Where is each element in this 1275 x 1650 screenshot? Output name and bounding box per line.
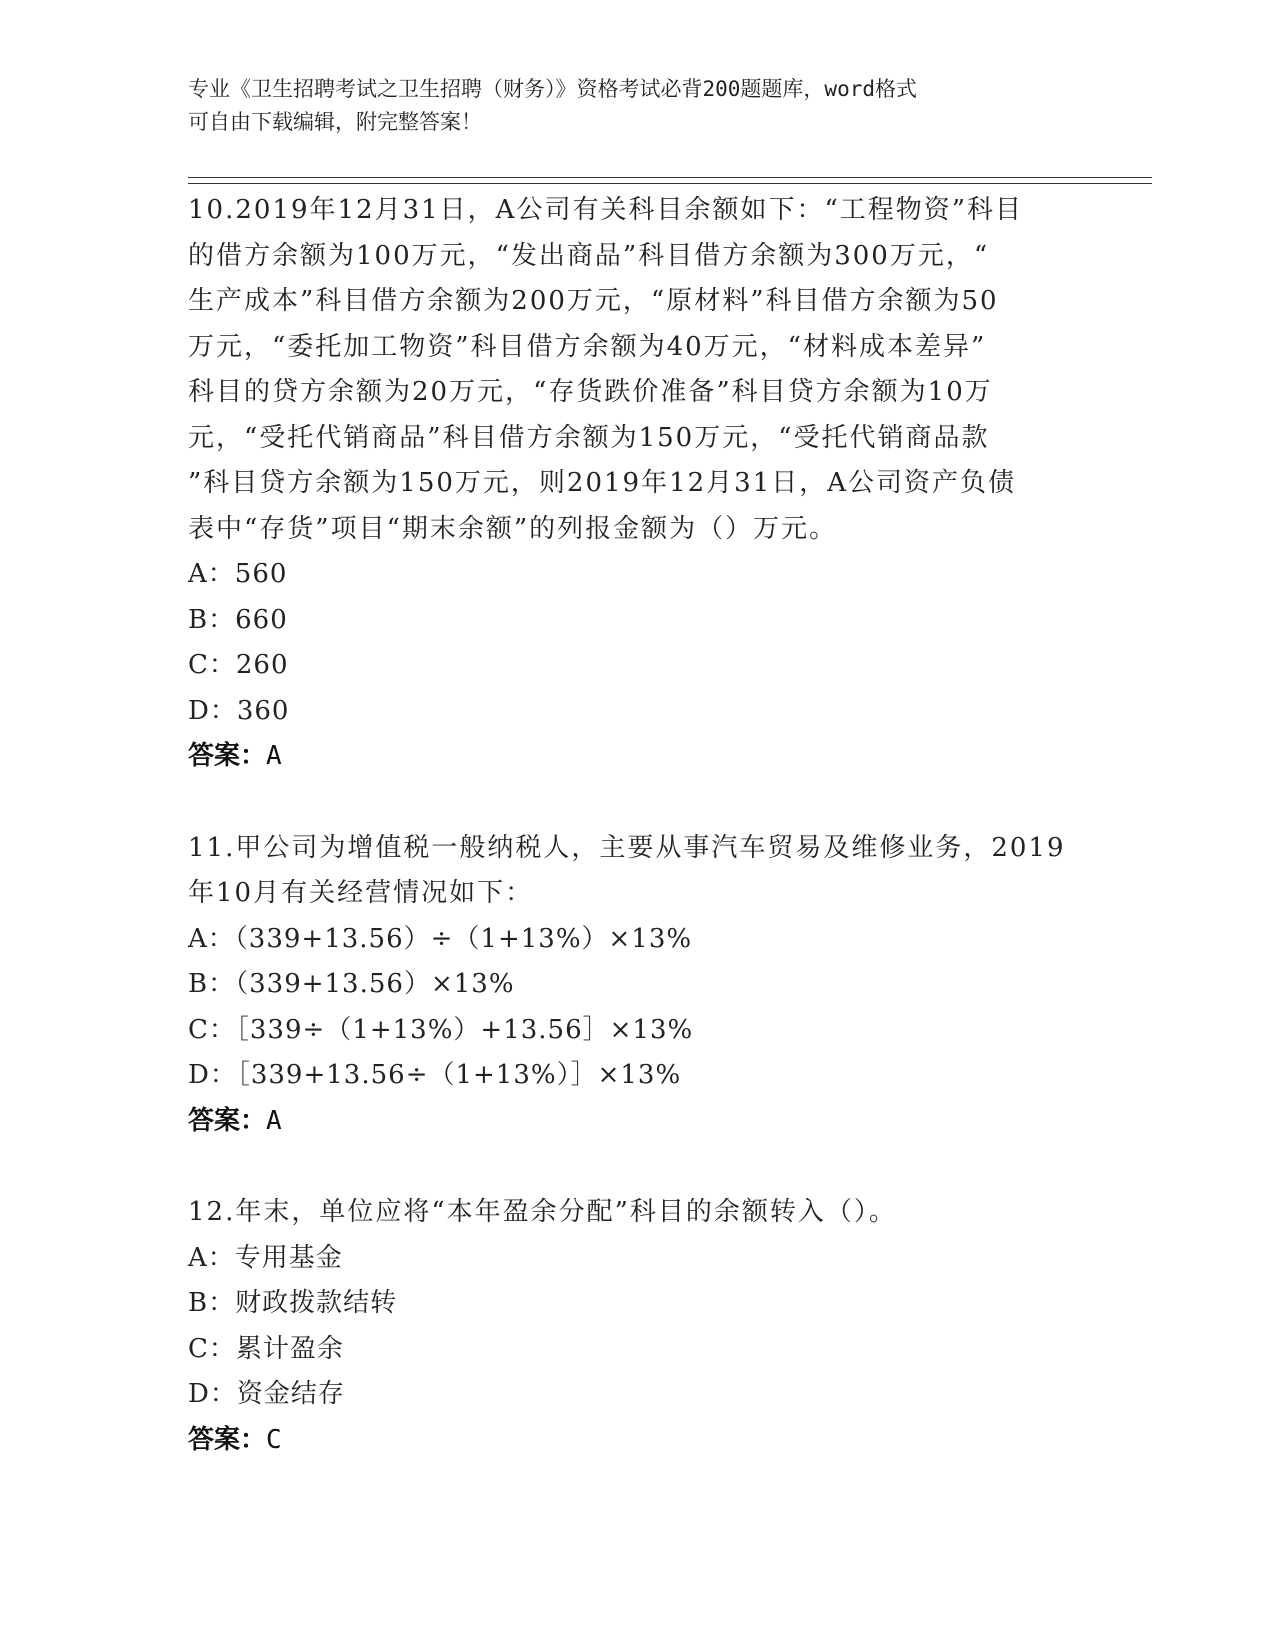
option-d: D：360: [188, 695, 290, 726]
header-divider-top: [188, 177, 1152, 178]
question-options: [188, 1236, 1088, 1418]
question-12: [188, 1190, 1088, 1463]
option-a: A：专用基金: [188, 1242, 343, 1273]
question-stem: [188, 1190, 1088, 1236]
option-b: B：财政拨款结转: [188, 1288, 398, 1318]
header-divider-bottom: [188, 183, 1152, 184]
option-d: D：资金结存: [188, 1379, 345, 1409]
answer: [188, 734, 1088, 780]
answer-value: C: [266, 1424, 282, 1455]
question-11: [188, 826, 1088, 1145]
question-list: [188, 188, 1088, 1463]
answer-label: 答案：: [188, 1424, 267, 1455]
answer-value: A: [266, 1105, 282, 1136]
answer-label: 答案：: [188, 741, 267, 771]
stem-line: 的借方余额为100万元，“发出商品”科目借方余额为300万元，“: [188, 240, 990, 271]
option-a: A：560: [188, 559, 288, 589]
question-spacer: [188, 780, 1088, 826]
stem-line: ”科目贷方余额为150万元，则2019年12月31日，A公司资产负债: [188, 468, 1017, 498]
stem-line: 科目的贷方余额为20万元，“存货跌价准备”科目贷方余额为10万: [188, 377, 993, 407]
question-stem: [188, 188, 1088, 552]
answer-label: 答案：: [188, 1105, 267, 1136]
option-c: C：累计盈余: [188, 1333, 344, 1364]
question-options: [188, 552, 1088, 734]
question-spacer: [188, 1144, 1088, 1190]
header-title-line-2: 可自由下载编辑，附完整答案！: [188, 110, 482, 134]
stem-line: 万元，“委托加工物资”科目借方余额为40万元，“材料成本差异”: [188, 331, 987, 362]
stem-line: 12.年末，单位应将“本年盈余分配”科目的余额转入（）。: [188, 1197, 897, 1227]
option-b: B：660: [188, 604, 288, 635]
stem-line: 10.2019年12月31日，A公司有关科目余额如下：“工程物资”科目: [188, 195, 1024, 225]
question-options: [188, 917, 1088, 1099]
document-header: [188, 73, 1068, 139]
option-c: C：260: [188, 650, 289, 680]
stem-line: 生产成本”科目借方余额为200万元，“原材料”科目借方余额为50: [188, 286, 999, 316]
option-c: C：［339÷（1+13%）+13.56］×13%: [188, 1014, 694, 1045]
answer: [188, 1099, 1088, 1145]
option-a: A：（339+13.56）÷（1+13%）×13%: [188, 923, 693, 954]
option-d: D：［339+13.56÷（1+13%）］×13%: [188, 1060, 682, 1090]
header-title-line-1: 专业《卫生招聘考试之卫生招聘（财务）》资格考试必背200题题库，word格式: [188, 77, 917, 101]
answer-value: A: [266, 741, 282, 771]
question-10: [188, 188, 1088, 780]
question-stem: [188, 826, 1088, 917]
answer: [188, 1418, 1088, 1464]
option-b: B：（339+13.56）×13%: [188, 969, 515, 999]
stem-line: 年10月有关经营情况如下：: [188, 878, 534, 908]
stem-line: 表中“存货”项目“期末余额”的列报金额为（）万元。: [188, 513, 838, 544]
stem-line: 11.甲公司为增值税一般纳税人，主要从事汽车贸易及维修业务，2019: [188, 832, 1066, 863]
stem-line: 元，“受托代销商品”科目借方余额为150万元，“受托代销商品款: [188, 422, 990, 453]
